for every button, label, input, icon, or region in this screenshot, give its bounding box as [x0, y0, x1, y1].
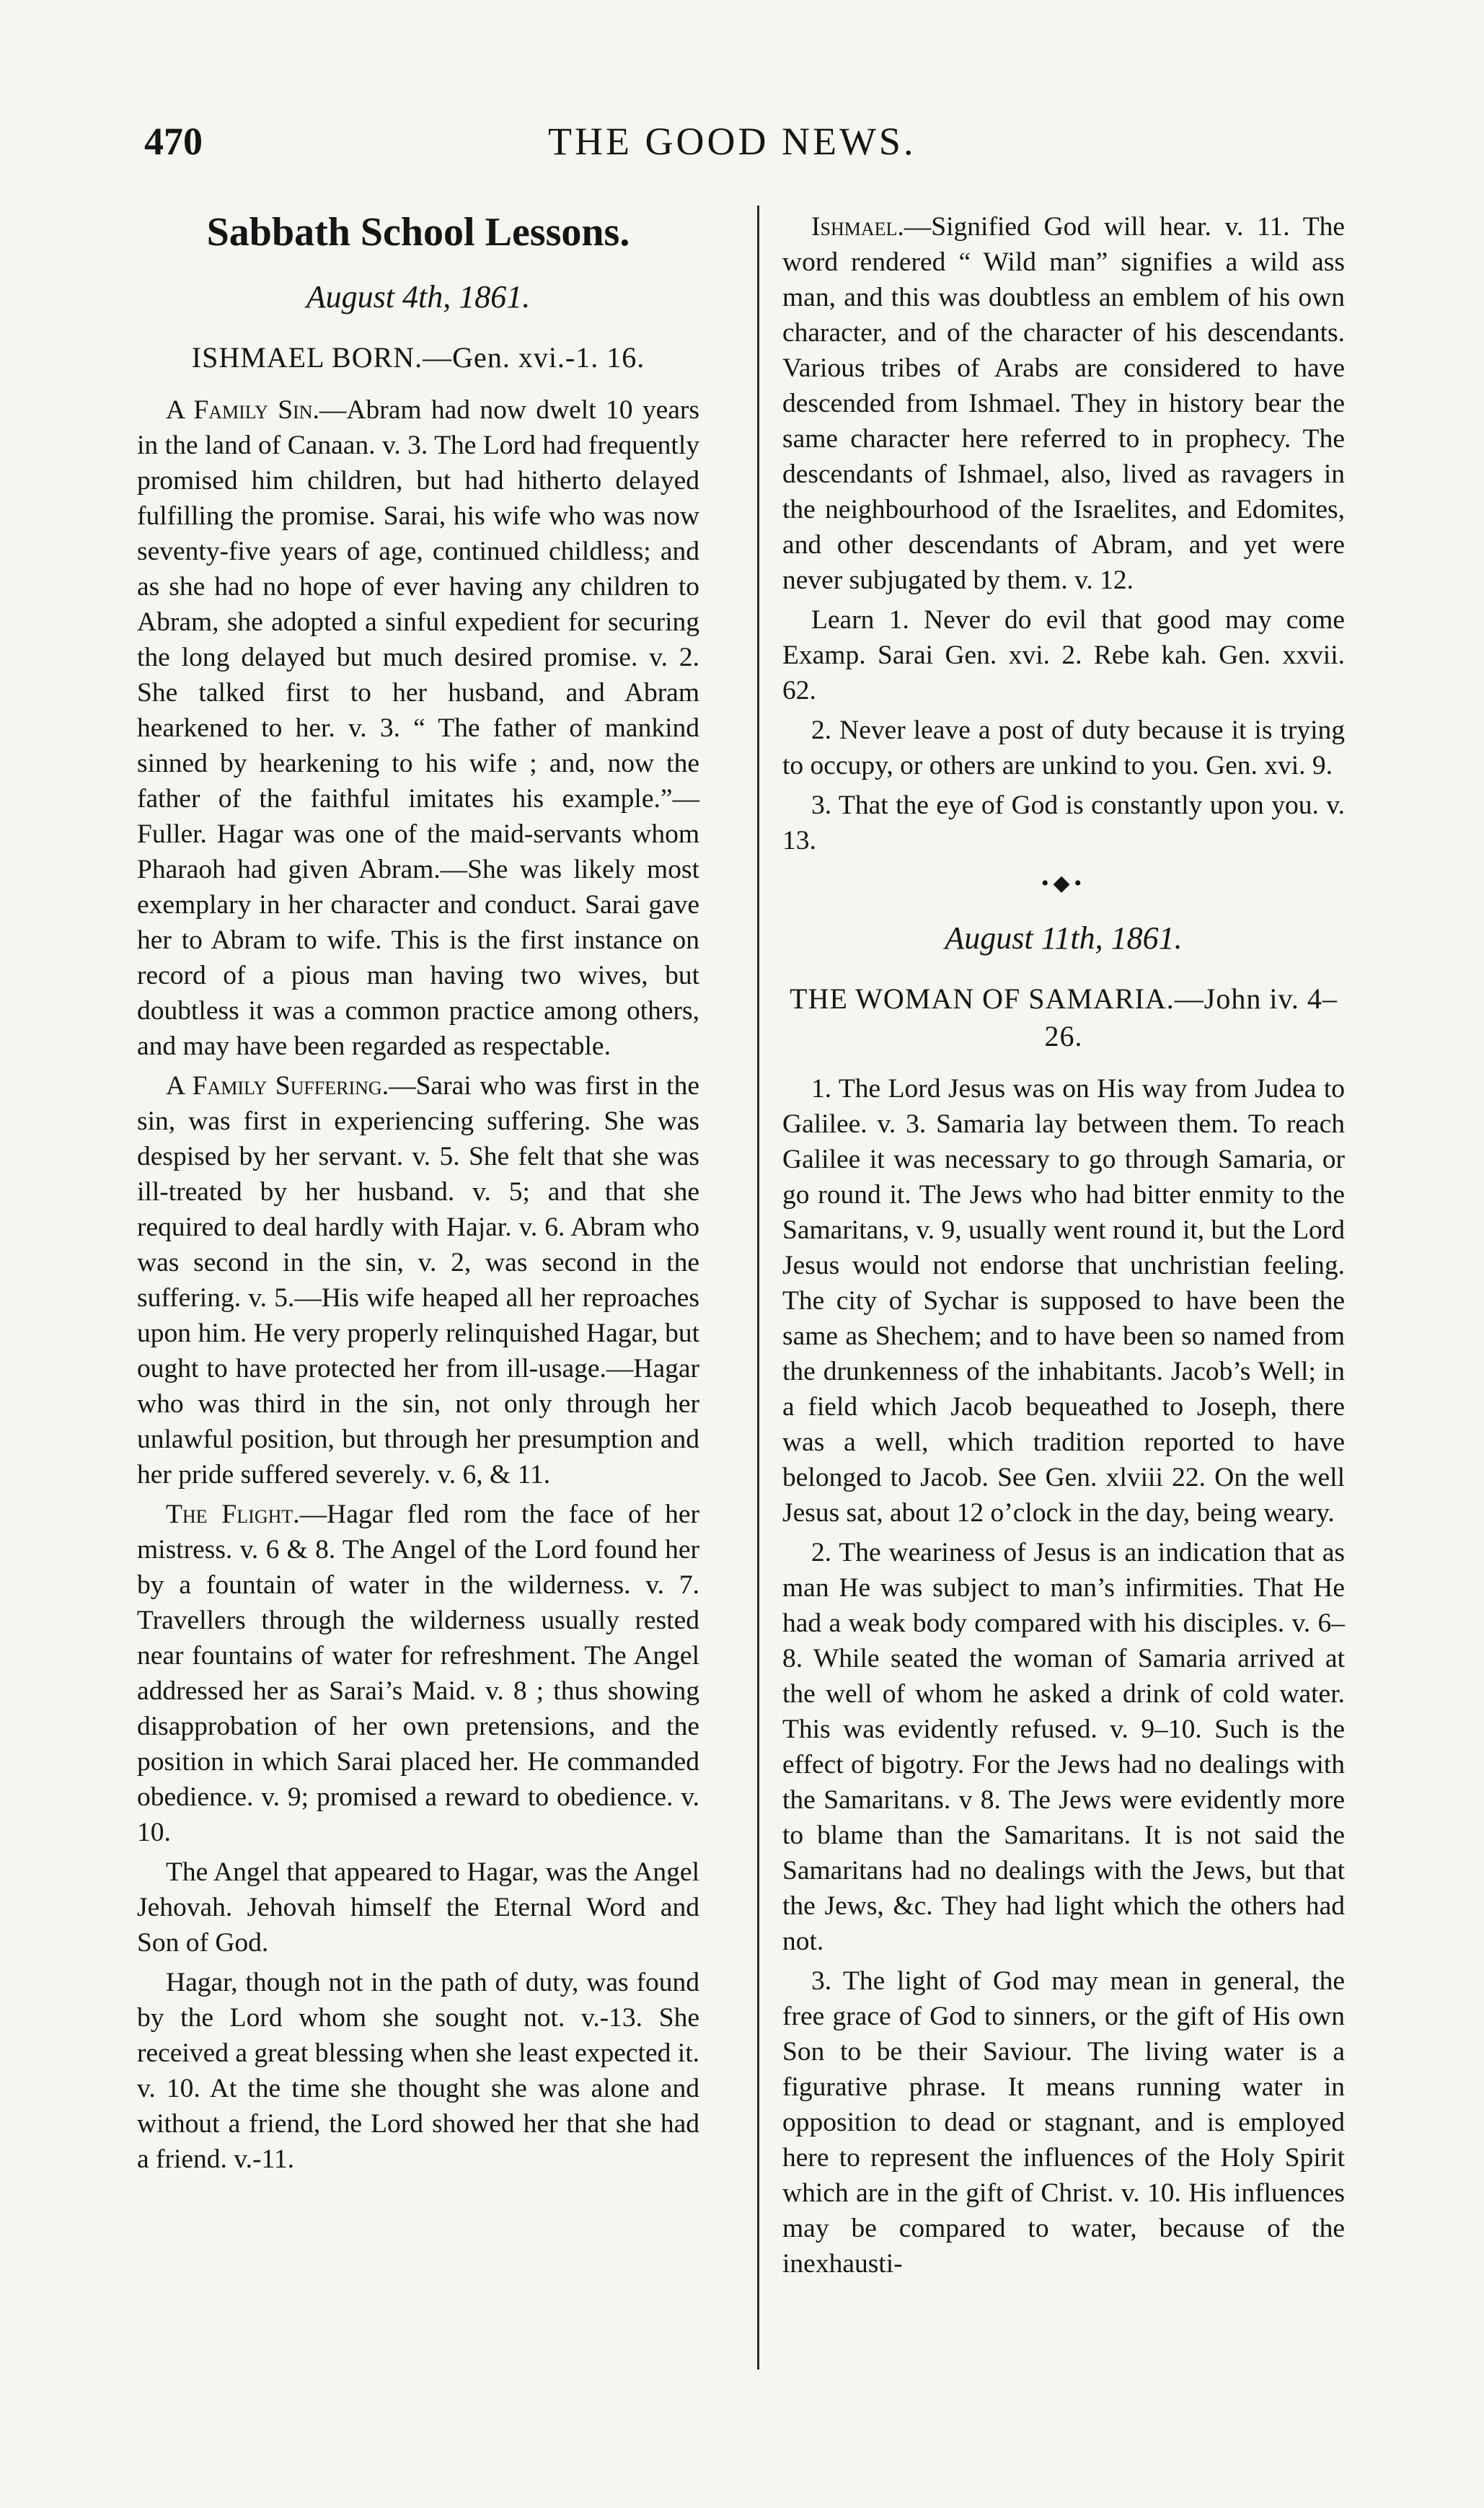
paragraph-label: A Family Suffering.	[166, 1071, 389, 1101]
section-heading: Sabbath School Lessons.	[206, 210, 630, 255]
lesson-title: THE WOMAN OF SAMARIA.—John iv. 4–26.	[790, 982, 1338, 1052]
left-column	[137, 209, 699, 2181]
paragraph-text: —Sarai who was first in the sin, was first in experiencing suffering. She was despised by her servant. v. 5. She felt that she was ill-treated by her husband. v. 5; and that she required to deal hardly with Hajar. v. 6. Abram who was second in the sin, v. 2, was second in the suffering. v. 5.—His wife heaped all her reproaches upon him. He very properly relinquished Hagar, but ought to have protected her from ill-usage.—Hagar who was third in the sin, not only through her unlawful position, but through her presumption and her pride suffered severely. v. 6, & 11.	[137, 1071, 699, 1490]
lesson-title: ISHMAEL BORN.—Gen. xvi.-1. 16.	[191, 341, 645, 374]
section-separator: •◆•	[1041, 871, 1087, 895]
running-title: THE GOOD NEWS.	[548, 120, 917, 163]
lesson-point: 3. That the eye of God is constantly upon you. v. 13.	[782, 791, 1345, 855]
page-header	[144, 119, 1298, 184]
column-divider	[757, 206, 759, 2370]
paragraph	[137, 392, 699, 1064]
page-number: 470	[144, 120, 203, 163]
paragraph: The Angel that appeared to Hagar, was the Angel Jehovah. Jehovah himself the Eternal Word and Son of God.	[137, 1857, 699, 1958]
paragraph: Hagar, though not in the path of duty, was found by the Lord whom she sought not. v.-13. She received a great blessing when she least expected it. v. 10. At the time she thought she was alone and without a friend, the Lord showed her that she had a friend. v.-11.	[137, 1968, 699, 2174]
lesson-point: 2. Never leave a post of duty because it is trying to occupy, or others are unkind to you. Gen. xvi. 9.	[782, 716, 1345, 780]
paragraph-label: Ishmael.	[811, 212, 904, 242]
paragraph	[137, 1068, 699, 1492]
paragraph-label: A Family Sin.	[166, 395, 319, 425]
lesson-date: August 4th, 1861.	[306, 279, 531, 314]
paragraph	[782, 209, 1345, 598]
paragraph: 2. The weariness of Jesus is an indication that as man He was subject to man’s infirmities. That He had a weak body compared with his disciples. v. 6–8. While seated the woman of Samaria arrived at the well of whom he asked a drink of cold water. This was evidently refused. v. 9–10. Such is the effect of bigotry. For the Jews had no dealings with the Samaritans. v 8. The Jews were evidently more to blame than the Samaritans. It is not said the Samaritans had no dealings with the Jews, but that the Jews, &c. They had light which the others had not.	[782, 1538, 1345, 1956]
paragraph: 3. The light of God may mean in general, the free grace of God to sinners, or the gift of His own Son to be their Saviour. The living water is a figurative phrase. It means running water in opposition to dead or stagnant, and is employed here to represent the influences of the Holy Spirit which are in the gift of Christ. v. 10. His influences may be compared to water, because of the inexhausti-	[782, 1966, 1345, 2279]
right-column	[782, 209, 1345, 2286]
paragraph-text: —Hagar fled rom the face of her mistress. v. 6 & 8. The Angel of the Lord found her by a fountain of water in the wilderness. v. 7. Travellers through the wilderness usually rested near fountains of water for refreshment. The Angel addressed her as Sarai’s Maid. v. 8 ; thus showing disapprobation of her own pretensions, and the position in which Sarai placed her. He commanded obedience. v. 9; promised a reward to obedience. v. 10.	[137, 1500, 699, 1847]
lesson-date: August 11th, 1861.	[945, 920, 1183, 956]
paragraph	[137, 1497, 699, 1850]
lesson-point: Learn 1. Never do evil that good may come Examp. Sarai Gen. xvi. 2. Rebe kah. Gen. xxvii. 62.	[782, 605, 1345, 705]
paragraph: 1. The Lord Jesus was on His way from Judea to Galilee. v. 3. Samaria lay between them. To reach Galilee it was necessary to go through Samaria, or go round it. The Jews who had bitter enmity to the Samaritans, v. 9, usually went round it, but the Lord Jesus would not endorse that unchristian feeling. The city of Sychar is supposed to have been the same as Shechem; and to have been so named from the drunkenness of the inhabitants. Jacob’s Well; in a field which Jacob bequeathed to Joseph, there was a well, which tradition reported to have belonged to Jacob. See Gen. xlviii 22. On the well Jesus sat, about 12 o’clock in the day, being weary.	[782, 1074, 1345, 1528]
paragraph-label: The Flight.	[166, 1500, 300, 1529]
paragraph-text: —Signified God will hear. v. 11. The word rendered “ Wild man” signifies a wild ass man, and this was doubtless an emblem of his own character, and of the character of his descendants. Various tribes of Arabs are considered to have descended from Ishmael. They in history bear the same character here referred to in prophecy. The descendants of Ishmael, also, lived as ravagers in the neighbourhood of the Israelites, and Edomites, and other descendants of Abram, and yet were never subjugated by them. v. 12.	[782, 212, 1345, 595]
paragraph-text: —Abram had now dwelt 10 years in the land of Canaan. v. 3. The Lord had frequently promised him children, but had hitherto delayed fulfilling the promise. Sarai, his wife who was now seventy-five years of age, continued childless; and as she had no hope of ever having any children to Abram, she adopted a sinful expedient for securing the long delayed but much desired promise. v. 2. She talked first to her husband, and Abram hearkened to her. v. 3. “ The father of mankind sinned by hearkening to his wife ; and, now the father of the faithful imitates his example.”—Fuller. Hagar was one of the maid-servants whom Pharaoh had given Abram.—She was likely most exemplary in her character and conduct. Sarai gave her to Abram to wife. This is the first instance on record of a pious man having two wives, but doubtless it was a common practice among others, and may have been regarded as respectable.	[137, 395, 699, 1061]
